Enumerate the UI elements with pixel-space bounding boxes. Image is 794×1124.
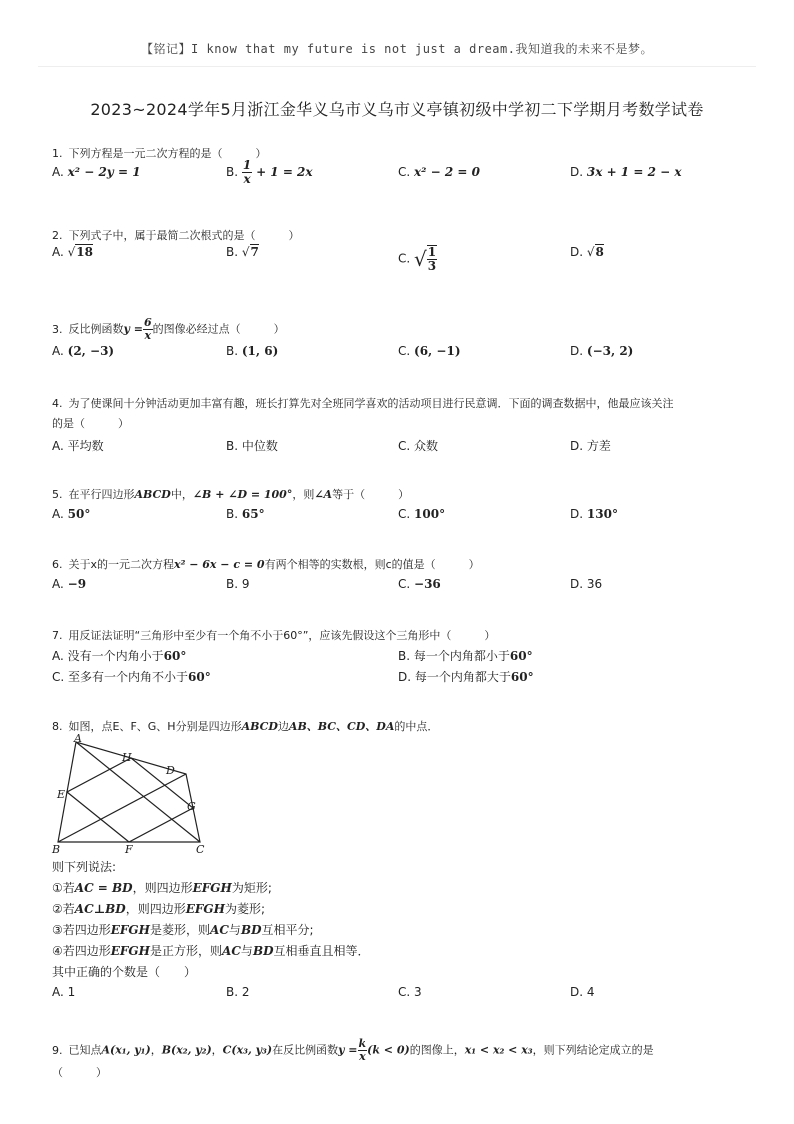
option-a[interactable]: A. 50° [52,507,91,521]
option-b[interactable]: B. 9 [226,577,250,591]
option-b[interactable]: B. 2 [226,985,250,999]
label-f: F [125,843,133,856]
question-number: 9. [52,1043,63,1057]
option-c[interactable]: C. 众数 [398,439,439,453]
label-e: E [57,788,66,801]
option-a[interactable]: A. 1 [52,985,76,999]
option-d[interactable]: D. √8 [570,245,604,259]
statement-4: ④若四边形EFGH是正方形，则AC与BD互相垂直且相等． [52,944,370,958]
label-c: C [196,843,205,856]
option-a[interactable]: A. (2, −3) [52,344,115,358]
option-b[interactable]: B. 65° [226,507,265,521]
header-divider [38,66,756,67]
option-a[interactable]: A. √18 [52,245,93,259]
diagonal-ac [76,742,200,842]
label-b: B [52,843,61,856]
option-d[interactable]: D. 方差 [570,439,611,453]
option-a[interactable]: A. −9 [52,577,87,591]
sqrt-expression: √18 [67,245,93,259]
motto-english: I know that my future is not just a dream. [191,42,516,56]
question-6: 6. 关于x的一元二次方程x² − 6x − c = 0有两个相等的实数根，则c的值是（ ） [52,558,480,571]
question-4: 4. 为了使课间十分钟活动更加丰富有趣，班长打算先对全班同学喜欢的活动项目进行民意调．下面的调查数据中，他最应该关注 [52,397,674,410]
question-4-line2: 的是（ ） [52,417,129,430]
option-a[interactable]: A. x² − 2y = 1 [52,165,141,179]
statement-2: ②若AC⊥BD，则四边形EFGH为菱形; [52,902,266,916]
option-c[interactable]: C. √ $\frac{1}{3}$ [398,245,437,274]
option-b[interactable]: B. $\frac{1}{x}$ + 1 = 2x [226,158,313,187]
option-d[interactable]: D. 3x + 1 = 2 − x [570,165,682,179]
fraction: $\frac{6}{x}$ [143,316,152,343]
label-d: D [166,764,175,777]
option-d[interactable]: D. 每一个内角都大于60° [398,670,534,684]
question-7: 7. 用反证法证明“三角形中至少有一个角不小于60°”，应该先假设这个三角形中（ ） [52,629,496,642]
question-3: 3. 反比例函数y = $\frac{6}{x}$ 的图像必经过点（ ） [52,316,285,343]
question-2 [52,227,300,243]
option-a[interactable]: A. 平均数 [52,439,104,453]
page-title: 2023~2024学年5月浙江金华义乌市义乌市义亭镇初级中学初二下学期月考数学试卷 [90,100,704,119]
motto-prefix: 【铭记】 [141,42,192,56]
question-number: 7. [52,629,63,642]
statement-1: ①若AC = BD，则四边形EFGH为矩形; [52,881,272,895]
statement-3: ③若四边形EFGH是菱形，则AC与BD互相平分; [52,923,314,937]
question-9-line2: （ ） [52,1066,107,1079]
option-c[interactable]: C. −36 [398,577,441,591]
question-stem: 下列式子中，属于最简二次根式的是（ ） [68,229,300,242]
option-d[interactable]: D. 130° [570,507,618,521]
motto-header [0,40,794,57]
option-d[interactable]: D. 36 [570,577,603,591]
option-b[interactable]: B. √7 [226,245,259,259]
question-number: 4. [52,397,63,410]
question-stem: 下列方程是一元二次方程的是（ ） [68,147,267,160]
option-d[interactable]: D. (−3, 2) [570,344,634,358]
option-c[interactable]: C. 100° [398,507,446,521]
statement-ask: 其中正确的个数是（ ） [52,965,197,979]
option-c[interactable]: C. (6, −1) [398,344,461,358]
fraction: $\frac{k}{x}$ [358,1037,367,1064]
question-9: 9. 已知点A(x₁, y₁)，B(x₂, y₂)，C(x₃, y₃)在反比例函数y = $\frac{k}{x}$ (k < 0)的图像上，x₁ < x₂ < x₃，则下列结论定成立的是 [52,1037,654,1064]
sqrt-fraction: √ [414,247,427,272]
question-number: 1. [52,147,63,160]
option-c[interactable]: C. x² − 2 = 0 [398,165,480,179]
quadrilateral-figure [50,734,220,856]
option-c[interactable]: C. 3 [398,985,422,999]
question-number: 2. [52,229,63,242]
option-b[interactable]: B. (1, 6) [226,344,279,358]
label-h: H [122,751,132,764]
option-b[interactable]: B. 中位数 [226,439,278,453]
motto-chinese: 我知道我的未来不是梦。 [515,42,653,56]
question-8: 8. 如图，点E、F、G、H分别是四边形ABCD边AB、BC、CD、DA的中点． [52,720,439,733]
statement-intro: 则下列说法: [52,860,117,874]
option-c[interactable]: C. 至多有一个内角不小于60° [52,670,211,684]
option-a[interactable]: A. 没有一个内角小于60° [52,649,187,663]
question-number: 5. [52,488,63,501]
question-number: 3. [52,322,63,336]
label-g: G [187,800,196,813]
option-b[interactable]: B. 每一个内角都小于60° [398,649,533,663]
question-number: 8. [52,720,63,733]
option-d[interactable]: D. 4 [570,985,595,999]
question-5: 5. 在平行四边形ABCD中，∠B + ∠D = 100°，则∠A等于（ ） [52,488,410,501]
diagonal-bd [58,774,186,842]
fraction: $\frac{1}{x}$ [242,158,252,187]
label-a: A [74,734,82,745]
question-number: 6. [52,558,63,571]
